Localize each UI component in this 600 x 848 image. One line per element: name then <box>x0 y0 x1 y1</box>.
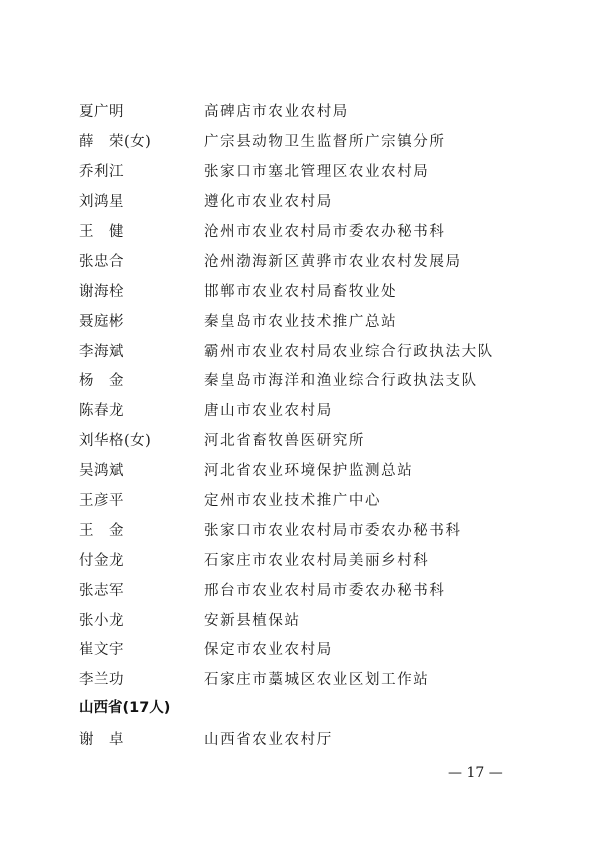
organization-name: 沧州市农业农村局市委农办秘书科 <box>204 224 446 240</box>
organization-name: 唐山市农业农村局 <box>204 403 333 420</box>
list-item <box>79 544 539 574</box>
organization-name: 遵化市农业农村局 <box>204 194 333 211</box>
person-name: 付金龙 <box>79 552 124 569</box>
person-name: 乔利江 <box>79 164 124 181</box>
list-item <box>79 425 539 455</box>
organization-name: 邢台市农业农村局市委农办秘书科 <box>204 582 446 599</box>
person-name: 崔文宇 <box>79 642 124 659</box>
person-name: 陈春龙 <box>79 403 124 420</box>
organization-name: 石家庄市藁城区农业区划工作站 <box>204 672 430 689</box>
organization-name: 保定市农业农村局 <box>204 642 333 659</box>
person-name: 李兰功 <box>79 672 124 689</box>
organization-name: 高碑店市农业农村局 <box>204 104 349 121</box>
list-item <box>79 216 539 246</box>
section-heading: 山西省(17人) <box>79 700 171 716</box>
person-name: 杨 金 <box>79 373 124 390</box>
organization-name: 广宗县动物卫生监督所广宗镇分所 <box>204 134 446 151</box>
organization-name: 河北省畜牧兽医研究所 <box>204 433 365 450</box>
person-name: 吴鸿斌 <box>79 463 124 480</box>
person-name: 王 金 <box>79 522 124 539</box>
list-item <box>79 96 539 126</box>
list-item <box>79 365 539 395</box>
list-item <box>79 485 539 515</box>
person-name: 李海斌 <box>79 343 124 360</box>
list-item <box>79 186 539 216</box>
list-item <box>79 723 333 753</box>
person-name: 张忠合 <box>79 253 124 270</box>
organization-name: 邯郸市农业农村局畜牧业处 <box>204 283 398 300</box>
list-item <box>79 514 539 544</box>
list-item <box>79 305 539 335</box>
organization-name: 山西省农业农村厅 <box>204 731 333 748</box>
list-item <box>79 335 539 365</box>
organization-name: 张家口市塞北管理区农业农村局 <box>204 164 430 181</box>
organization-name: 沧州渤海新区黄骅市农业农村发展局 <box>204 253 462 270</box>
award-list <box>79 96 539 694</box>
list-item <box>79 126 539 156</box>
person-name: 薛 荣(女) <box>79 134 152 151</box>
list-item <box>79 604 539 634</box>
person-name: 谢海栓 <box>79 283 124 300</box>
organization-name: 石家庄市农业农村局美丽乡村科 <box>204 552 430 569</box>
page-number: — 17 — <box>448 765 503 781</box>
list-item <box>79 245 539 275</box>
person-name: 刘华格(女) <box>79 433 152 450</box>
person-name: 王彦平 <box>79 493 124 510</box>
organization-name: 霸州市农业农村局农业综合行政执法大队 <box>204 343 494 360</box>
organization-name: 秦皇岛市农业技术推广总站 <box>204 313 398 330</box>
organization-name: 张家口市农业农村局市委农办秘书科 <box>204 522 462 539</box>
person-name: 谢 卓 <box>79 731 124 748</box>
person-name: 王 健 <box>79 224 124 240</box>
list-item <box>79 275 539 305</box>
list-item <box>79 664 539 694</box>
list-item <box>79 574 539 604</box>
organization-name: 河北省农业环境保护监测总站 <box>204 463 414 480</box>
list-item <box>79 395 539 425</box>
person-name: 聂庭彬 <box>79 313 124 330</box>
person-name: 张小龙 <box>79 612 124 629</box>
person-name: 刘鸿星 <box>79 194 124 211</box>
list-item <box>79 634 539 664</box>
organization-name: 定州市农业技术推广中心 <box>204 493 382 510</box>
person-name: 张志军 <box>79 582 124 599</box>
list-item <box>79 156 539 186</box>
organization-name: 秦皇岛市海洋和渔业综合行政执法支队 <box>204 373 478 390</box>
organization-name: 安新县植保站 <box>204 612 301 629</box>
list-item <box>79 455 539 485</box>
person-name: 夏广明 <box>79 104 124 121</box>
